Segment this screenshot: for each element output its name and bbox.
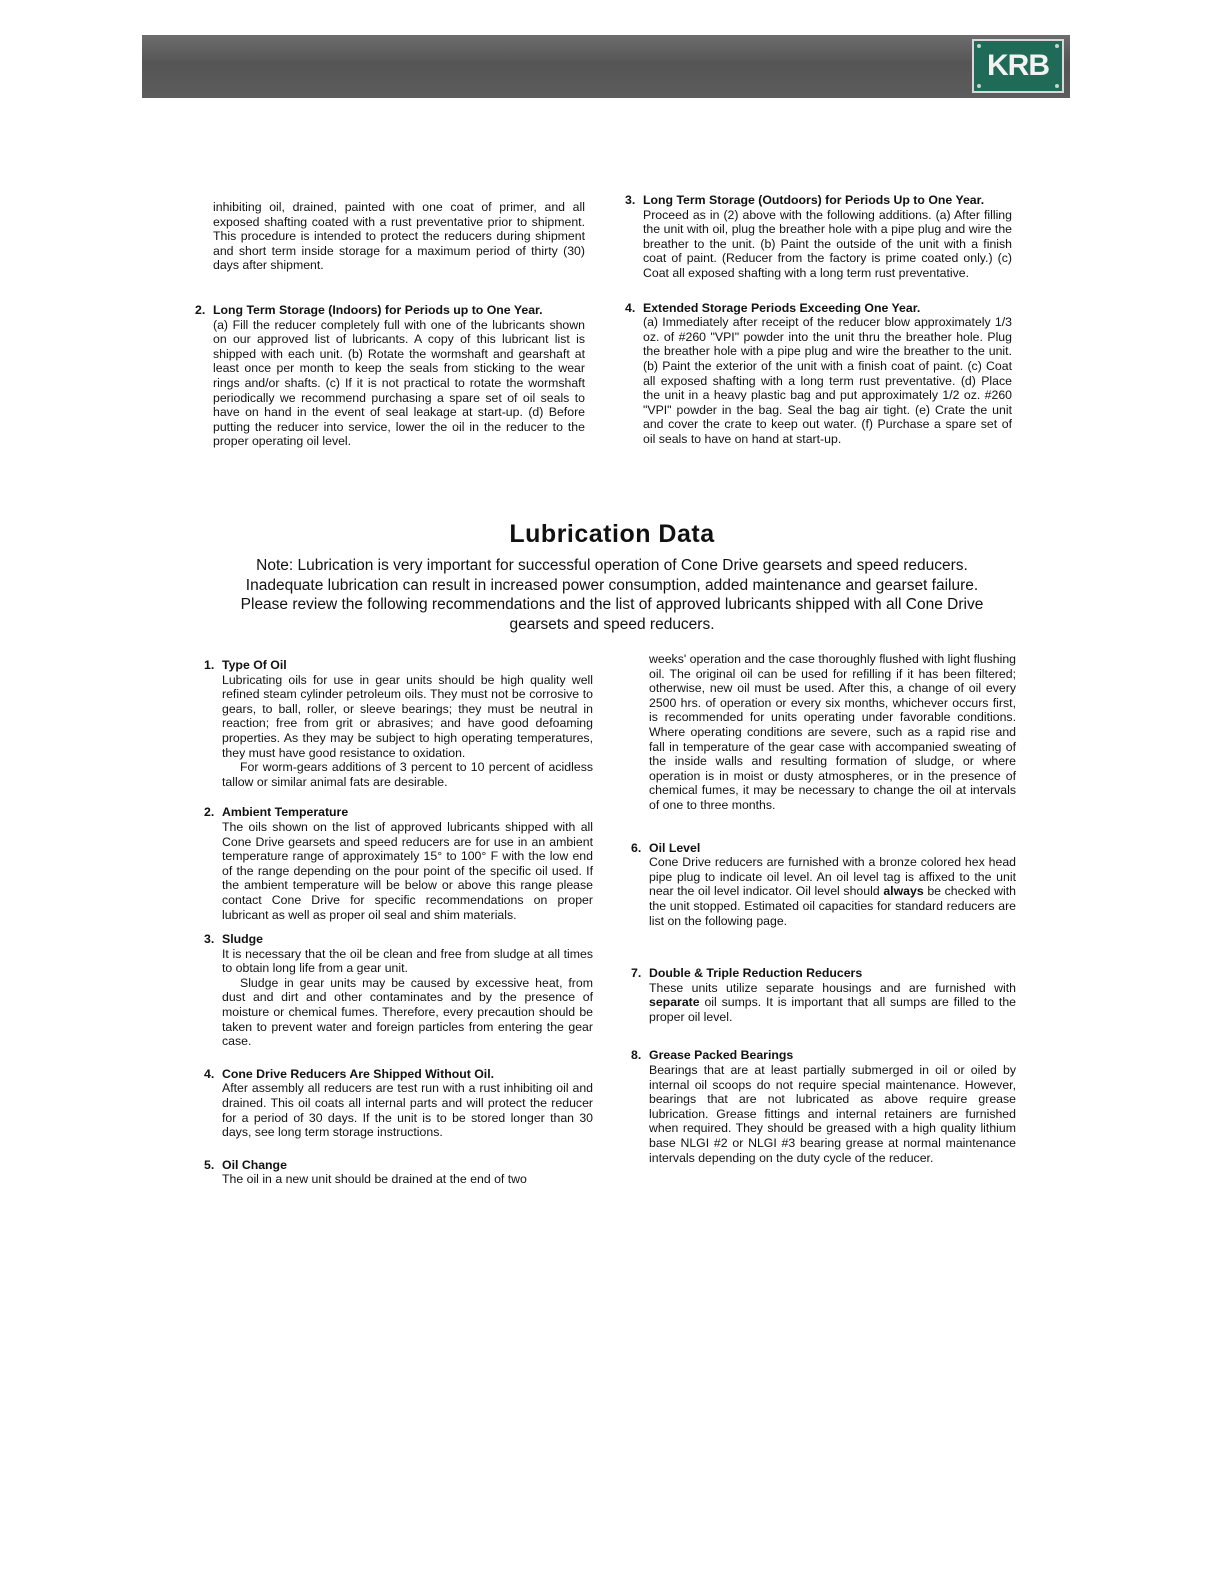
logo-text: KRB	[987, 49, 1049, 82]
logo-rivet-icon	[977, 44, 981, 48]
lube-item-8	[631, 1048, 1016, 1165]
item-number: 6.	[631, 840, 642, 855]
item-number: 4.	[625, 300, 636, 315]
item-heading: Long Term Storage (Indoors) for Periods up to One Year.	[213, 302, 543, 317]
item-text: Proceed as in (2) above with the following additions. (a) After filling the unit with oil, plug the breather hole with a pipe plug and wire the breather to the unit. (b) Paint the outside of the unit with a finish coat of paint. (Reducer from the factory is prime coated only.) (c) Coat all exposed shafting with a long term rust preventative.	[643, 207, 1012, 280]
item-text: After assembly all reducers are test run with a rust inhibiting oil and drained. This oil coats all internal parts and will protect the reducer for a period of 30 days. If the unit is to be stored longer than 30 days, see long term storage instructions.	[222, 1081, 593, 1140]
item-text: Bearings that are at least partially submerged in oil or oiled by internal oil scoops do not require special maintenance. However, bearings that are not lubricated as above require grease lubrication. Grease fittings and internal retainers are furnished when required. They should be greased with a high quality lithium base NLGI #2 or NLGI #3 bearing grease at normal maintenance intervals depending on the duty cycle of the reducer.	[649, 1063, 1016, 1165]
item-number: 3.	[625, 193, 636, 207]
item-heading: Oil Change	[222, 1157, 287, 1172]
item-heading: Grease Packed Bearings	[649, 1048, 794, 1063]
item-heading: Oil Level	[649, 840, 701, 855]
item-heading: Extended Storage Periods Exceeding One Year.	[643, 300, 921, 315]
item-heading: Double & Triple Reduction Reducers	[649, 966, 863, 981]
item-text	[649, 981, 1016, 1025]
storage-continuation	[213, 200, 585, 273]
emphasis-text: separate	[649, 995, 700, 1010]
lube-item-3	[204, 932, 593, 1049]
item-heading: Sludge	[222, 932, 263, 947]
item-text: For worm-gears additions of 3 percent to 10 percent of acidless tallow or similar animal fats are desirable.	[222, 760, 593, 789]
item-text: Sludge in gear units may be caused by excessive heat, from dust and dirt and other contaminates and by the presence of moisture or chemical fumes. Therefore, every precaution should be taken to prevent water and foreign particles from entering the gear case.	[222, 975, 593, 1049]
item-number: 5.	[204, 1157, 215, 1172]
storage-right-column	[625, 193, 1012, 447]
krb-logo	[972, 39, 1064, 93]
storage-item-3	[625, 193, 1012, 281]
logo-rivet-icon	[977, 84, 981, 88]
item-text: The oils shown on the list of approved lubricants shipped with all Cone Drive gearsets and speed reducers are for use in an ambient temperature range of approximately 15° to 100° F with the low end of the range depending on the pour point of the specific oil used. If the ambient temperature will be below or above this range please contact Cone Drive for specific recommendations on proper lubricant as well as proper oil seal and shim materials.	[222, 819, 593, 922]
item-heading: Ambient Temperature	[222, 805, 349, 820]
item-number: 8.	[631, 1048, 642, 1063]
item-text	[649, 855, 1016, 928]
item-heading: Long Term Storage (Outdoors) for Periods Up to One Year.	[643, 193, 985, 207]
storage-left-column	[195, 200, 585, 449]
logo-rivet-icon	[1055, 84, 1059, 88]
lube-item-6	[631, 840, 1016, 929]
item-number: 1.	[204, 658, 215, 672]
item-number: 2.	[195, 302, 206, 317]
emphasis-text: always	[883, 884, 924, 899]
item-text: weeks' operation and the case thoroughly flushed with light flushing oil. The original oil can be used for refilling if it has been filtered; otherwise, new oil must be used. After this, a change of oil every 2500 hrs. of operation or every six months, whichever occurs first, is recommended for units operating under favorable conditions. Where operating conditions are severe, such as a rapid rise and fall in temperature of the gear case with accompanied sweating of the inside walls and resulting formation of sludge, or where operation is in moist or dusty atmospheres, or in the presence of chemical fumes, it may be necessary to change the oil at intervals of one to three months.	[649, 652, 1016, 812]
page-title: Lubrication Data	[509, 520, 715, 548]
item-text: The oil in a new unit should be drained at the end of two	[222, 1172, 527, 1187]
lube-item-1	[204, 658, 593, 789]
lube-item-7	[631, 966, 1016, 1024]
item-text: Lubricating oils for use in gear units should be high quality well refined steam cylinder petroleum oils. They must not be corrosive to gears, to ball, roller, or sleeve bearings; they must be neutral in reaction; free from grit or abrasives; and have good defoaming properties. As they may be subject to high operating temperatures, they must have good resistance to oxidation.	[222, 672, 593, 760]
storage-continuation-text: inhibiting oil, drained, painted with one coat of primer, and all exposed shafting coated with a rust preventative prior to shipment. This procedure is intended to protect the reducers during shipment and short term inside storage for a maximum period of thirty (30) days after shipment.	[213, 200, 585, 273]
item-number: 4.	[204, 1066, 215, 1081]
item-text: It is necessary that the oil be clean and free from sludge at all times to obtain long life from a gear unit.	[222, 946, 593, 976]
item-heading: Type Of Oil	[222, 658, 287, 672]
item-number: 3.	[204, 932, 215, 947]
lube-item-2	[204, 805, 593, 922]
lubrication-right-column	[631, 652, 1016, 1165]
item-text: (a) Fill the reducer completely full with one of the lubricants shown on our approved list of lubricants. A copy of this lubricant list is shipped with each unit. (b) Rotate the wormshaft and gearshaft at least once per month to keep the seals from sticking to the wear rings and/or shafts. (c) If it is not practical to rotate the wormshaft periodically we recommend purchasing a spare set of oil seals to have on hand in the event of seal leakage at start-up. (d) Before putting the reducer into service, lower the oil in the reducer to the proper operating oil level.	[213, 317, 585, 449]
lubrication-left-column	[204, 658, 593, 1187]
item-number: 7.	[631, 966, 642, 981]
item-text: (a) Immediately after receipt of the reducer blow approximately 1/3 oz. of #260 "VPI" powder into the unit thru the breather hole. Plug the breather hole with a pipe plug and wire the breather to the unit. (b) Paint the exterior of the unit with a finish coat of paint. (c) Coat all exposed shafting with a long term rust preventative. (d) Place the unit in a heavy plastic bag and put approximately 1/2 oz. #260 "VPI" powder in the bag. Seal the bag air tight. (e) Crate the unit and cover the crate to keep out water. (f) Purchase a spare set of oil seals to have on hand at start-up.	[643, 315, 1012, 446]
item-text-part: be checked with the unit stopped. Estimated oil capacities for standard reducers are list on the following page.	[649, 884, 1016, 928]
lube-item-5	[204, 1157, 593, 1187]
item-number: 2.	[204, 805, 215, 820]
item-heading: Cone Drive Reducers Are Shipped Without Oil.	[222, 1066, 495, 1081]
logo-rivet-icon	[1055, 44, 1059, 48]
storage-item-2	[195, 302, 585, 449]
lube-item-4	[204, 1066, 593, 1140]
item-text-part: oil sumps. It is important that all sumps are filled to the proper oil level.	[649, 995, 1016, 1024]
lubrication-note: Note: Lubrication is very important for successful operation of Cone Drive gearsets and speed reducers. Inadequate lubrication can result in increased power consumption, added maintenance and gearset failure. Please review the following recommendations and the list of approved lubricants shipped with all Cone Drive gearsets and speed reducers.	[240, 557, 984, 633]
item-text-part: Cone Drive reducers are furnished with a bronze colored hex head pipe plug to indicate oil level. An oil level tag is affixed to the unit near the oil level indicator. Oil level should	[649, 855, 1016, 899]
item-text-part: These units utilize separate housings and are furnished with	[649, 980, 1016, 995]
storage-item-4	[625, 300, 1012, 447]
oil-change-continuation	[649, 652, 1016, 813]
header-bar	[142, 35, 1070, 98]
